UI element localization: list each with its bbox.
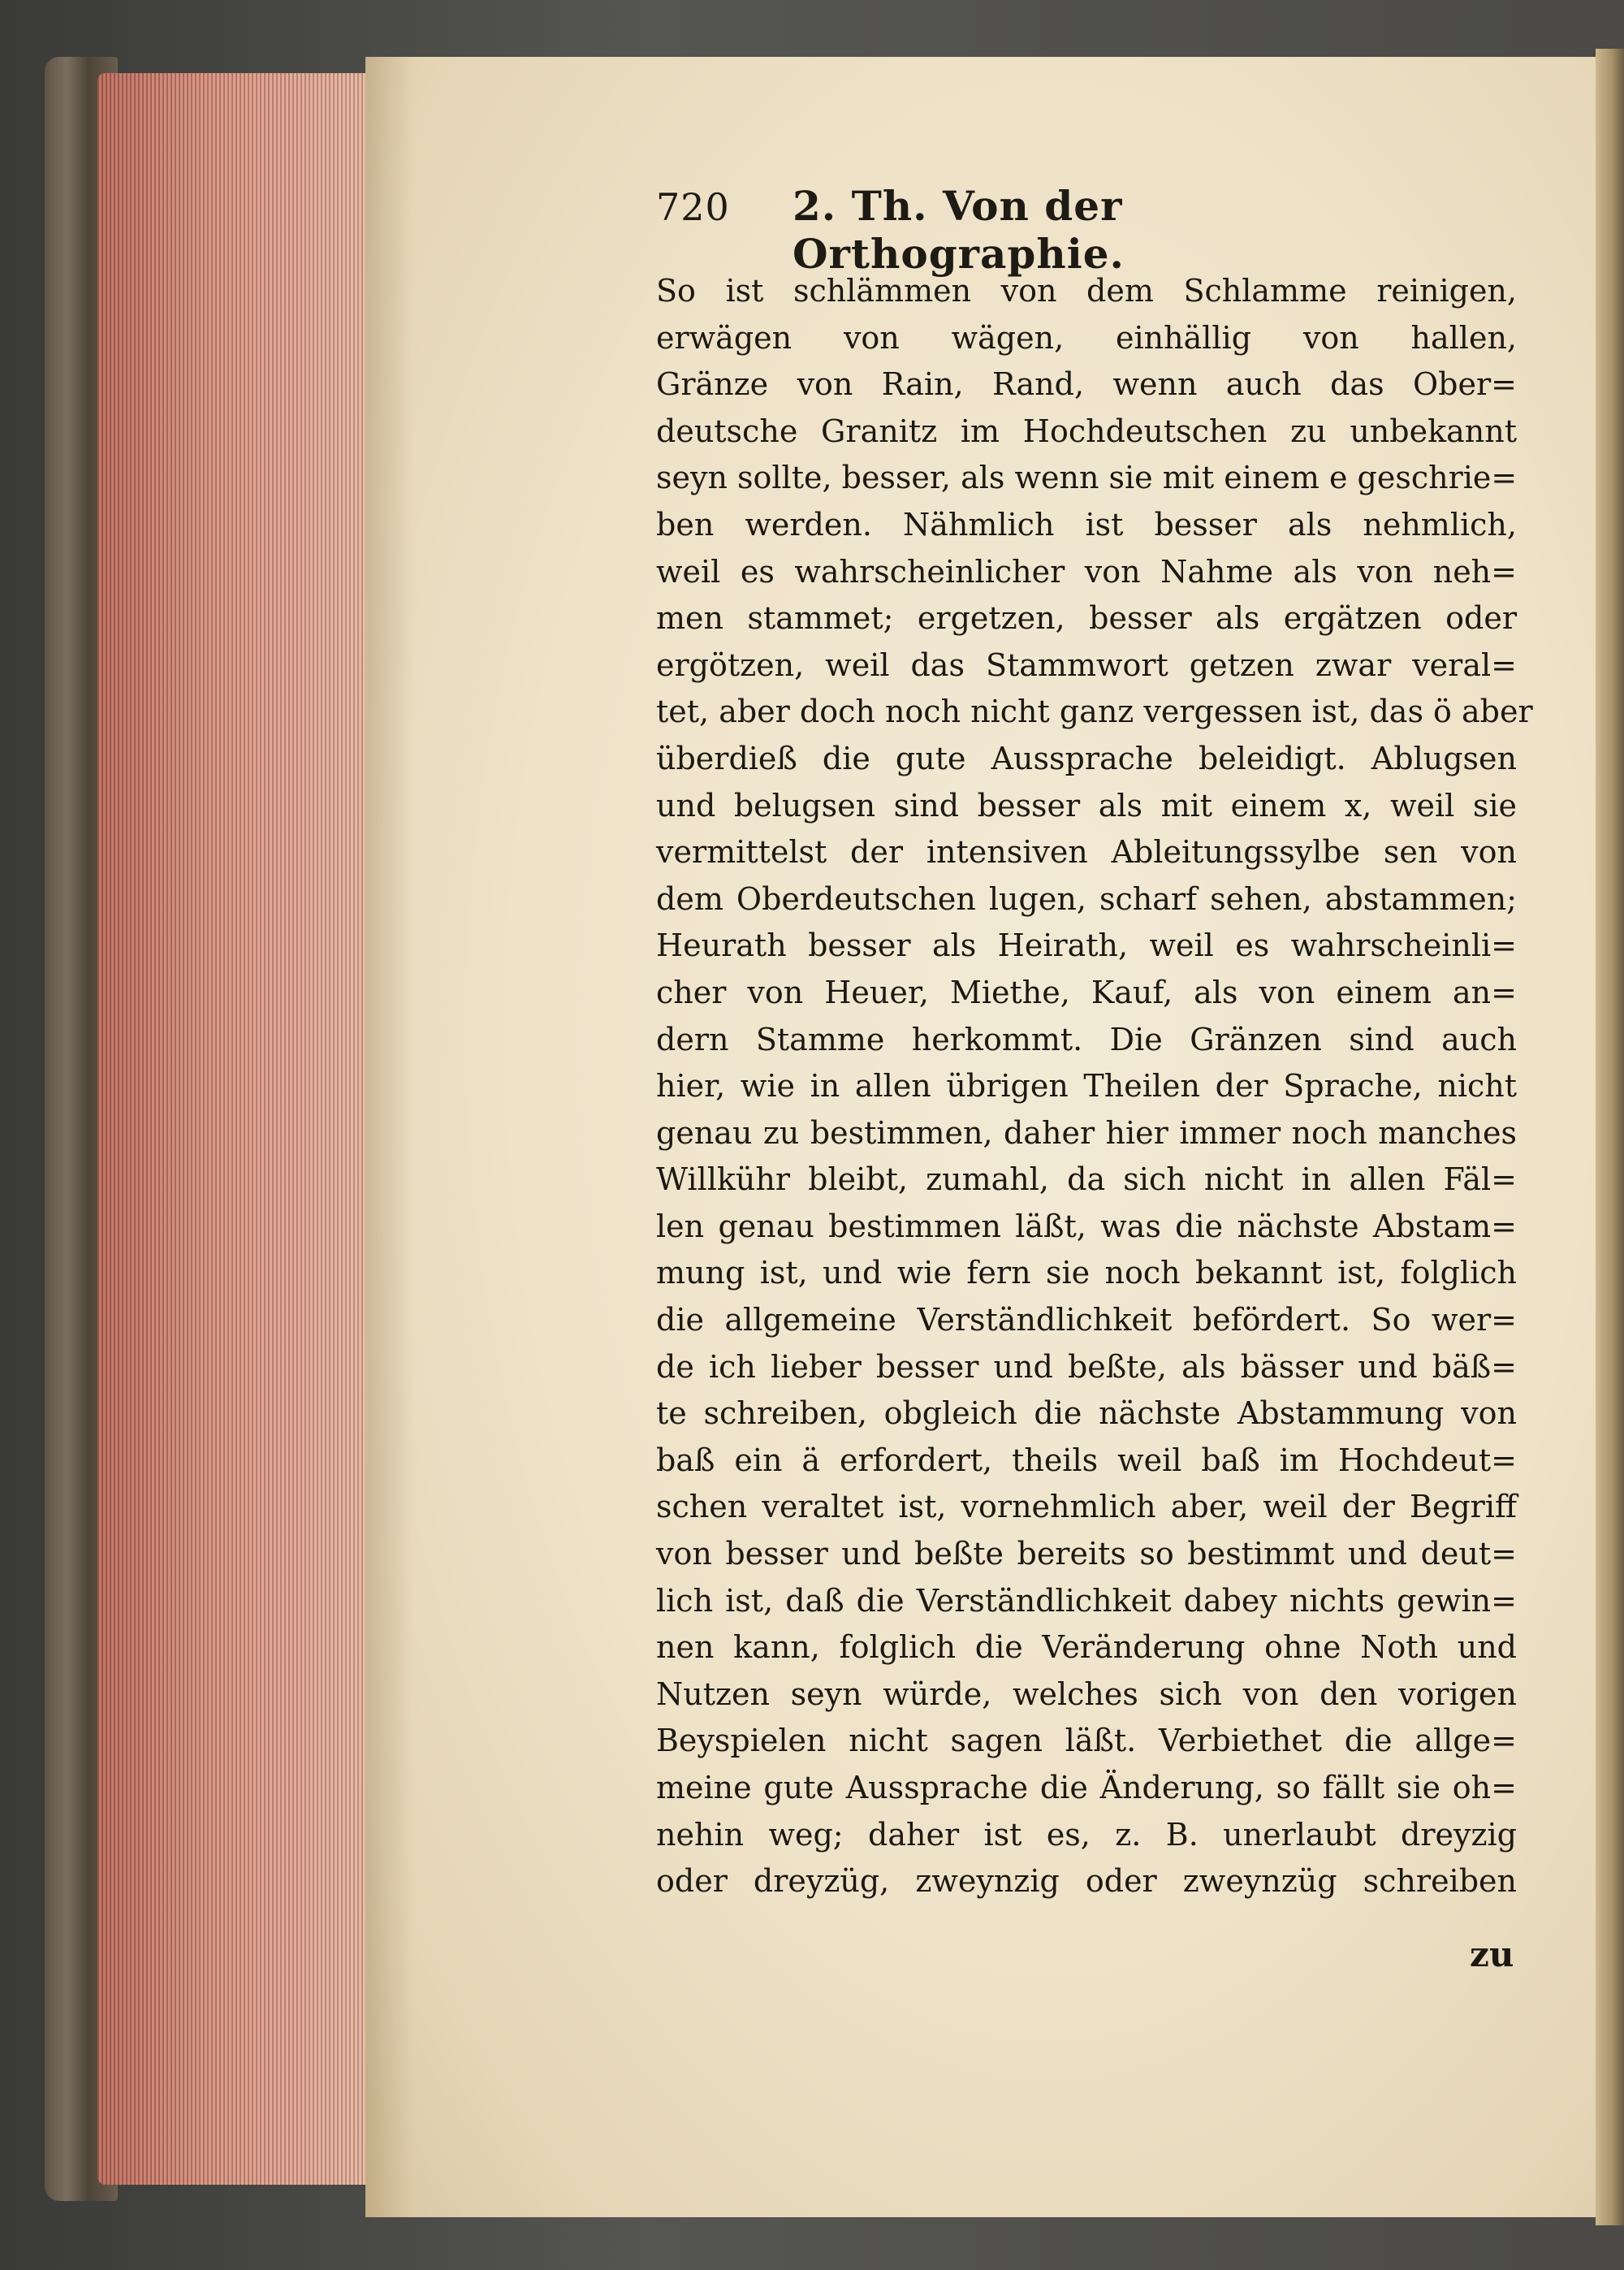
page-header <box>656 182 1419 278</box>
text-line: hier, wie in allen übrigen Theilen der Sprache, nicht <box>656 1068 1517 1105</box>
running-head: 2. Th. Von der Orthographie. <box>793 182 1125 278</box>
text-line: dern Stamme herkommt. Die Gränzen sind auch <box>656 1021 1517 1057</box>
text-line: deutsche Granitz im Hochdeutschen zu unbekannt <box>656 413 1517 449</box>
text-line: nehin weg; daher ist es, z. B. unerlaubt dreyzig <box>656 1816 1517 1853</box>
gutter-shadow <box>365 57 414 2217</box>
text-line: cher von Heuer, Miethe, Kauf, als von einem an= <box>656 974 1517 1010</box>
text-line: erwägen von wägen, einhällig von hallen, <box>656 319 1517 356</box>
text-line: So ist schlämmen von dem Schlamme reinigen, <box>656 273 1517 309</box>
text-line: Nutzen seyn würde, welches sich von den vorigen <box>656 1675 1517 1712</box>
text-line: weil es wahrscheinlicher von Nahme als von neh= <box>656 553 1517 590</box>
page-edges <box>97 73 365 2185</box>
text-line: len genau bestimmen läßt, was die nächste Abstam= <box>656 1208 1517 1244</box>
text-line: überdieß die gute Aussprache beleidigt. Ablugsen <box>656 740 1517 776</box>
text-line: von besser und beßte bereits so bestimmt und deut= <box>656 1536 1517 1572</box>
text-line: nen kann, folglich die Veränderung ohne Noth und <box>656 1629 1517 1666</box>
text-line: oder dreyzüg, zweynzig oder zweynzüg schreiben <box>656 1863 1517 1900</box>
text-line: genau zu bestimmen, daher hier immer noch manches <box>656 1114 1517 1151</box>
text-line: Heurath besser als Heirath, weil es wahrscheinli= <box>656 927 1517 964</box>
text-line: lich ist, daß die Verständlichkeit dabey nichts gewin= <box>656 1582 1517 1619</box>
text-line: Willkühr bleibt, zumahl, da sich nicht in allen Fäl= <box>656 1161 1517 1198</box>
text-line: tet, aber doch noch nicht ganz vergessen ist, das ö aber <box>656 694 1533 730</box>
text-line: seyn sollte, besser, als wenn sie mit einem e geschrie= <box>656 460 1518 496</box>
text-line: de ich lieber besser und beßte, als bässer und bäß= <box>656 1348 1517 1385</box>
text-line: vermittelst der intensiven Ableitungssylbe sen von <box>656 834 1517 871</box>
text-line: dem Oberdeutschen lugen, scharf sehen, abstammen; <box>656 880 1517 917</box>
text-line: baß ein ä erfordert, theils weil baß im Hochdeut= <box>656 1442 1517 1478</box>
text-line: Gränze von Rain, Rand, wenn auch das Ober= <box>656 366 1517 403</box>
text-line: schen veraltet ist, vornehmlich aber, weil der Begriff <box>656 1489 1517 1525</box>
text-line: mung ist, und wie fern sie noch bekannt ist, folglich <box>656 1255 1517 1291</box>
text-line: te schreiben, obgleich die nächste Abstammung von <box>656 1395 1517 1432</box>
text-line: ergötzen, weil das Stammwort getzen zwar veral= <box>656 646 1517 683</box>
text-line: ben werden. Nähmlich ist besser als nehmlich, <box>656 506 1517 543</box>
facing-page-edge <box>1596 49 1624 2225</box>
text-line: men stammet; ergetzen, besser als ergätzen oder <box>656 600 1517 637</box>
body-text <box>656 268 1533 1905</box>
catchword: zu <box>1470 1935 1514 1974</box>
text-line: meine gute Aussprache die Änderung, so fällt sie oh= <box>656 1770 1517 1805</box>
text-line: und belugsen sind besser als mit einem x, weil sie <box>656 787 1517 824</box>
page-number: 720 <box>656 185 730 229</box>
text-line: die allgemeine Verständlichkeit befördert. So wer= <box>656 1302 1517 1338</box>
text-line: Beyspielen nicht sagen läßt. Verbiethet die allge= <box>656 1723 1517 1759</box>
